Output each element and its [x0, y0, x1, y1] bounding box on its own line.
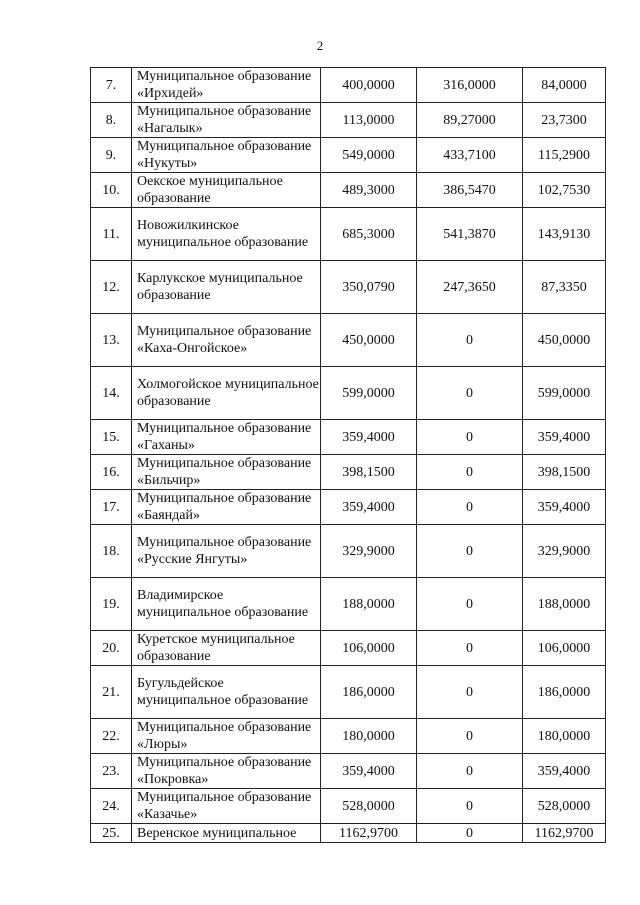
total-value: 350,0790	[321, 261, 417, 314]
municipality-name: Новожилкинское муниципальное образование	[132, 208, 321, 261]
total-value: 599,0000	[321, 367, 417, 420]
second-value: 0	[417, 525, 523, 578]
total-value: 685,3000	[321, 208, 417, 261]
third-value: 23,7300	[523, 103, 606, 138]
table-row	[91, 754, 606, 789]
row-number: 16.	[91, 455, 132, 490]
total-value: 188,0000	[321, 578, 417, 631]
total-value: 113,0000	[321, 103, 417, 138]
third-value: 87,3350	[523, 261, 606, 314]
total-value: 400,0000	[321, 68, 417, 103]
second-value: 0	[417, 666, 523, 719]
table-row	[91, 455, 606, 490]
total-value: 186,0000	[321, 666, 417, 719]
row-number: 21.	[91, 666, 132, 719]
third-value: 180,0000	[523, 719, 606, 754]
second-value: 0	[417, 490, 523, 525]
second-value: 0	[417, 578, 523, 631]
row-number: 17.	[91, 490, 132, 525]
total-value: 549,0000	[321, 138, 417, 173]
total-value: 329,9000	[321, 525, 417, 578]
second-value: 316,0000	[417, 68, 523, 103]
third-value: 84,0000	[523, 68, 606, 103]
table-row	[91, 138, 606, 173]
table-row	[91, 789, 606, 824]
table-row	[91, 314, 606, 367]
third-value: 359,4000	[523, 420, 606, 455]
row-number: 25.	[91, 824, 132, 843]
third-value: 329,9000	[523, 525, 606, 578]
second-value: 0	[417, 789, 523, 824]
second-value: 0	[417, 367, 523, 420]
municipality-name: Муниципальное образование «Каха-Онгойское»	[132, 314, 321, 367]
municipality-name: Муниципальное образование «Ирхидей»	[132, 68, 321, 103]
row-number: 8.	[91, 103, 132, 138]
row-number: 20.	[91, 631, 132, 666]
third-value: 359,4000	[523, 490, 606, 525]
row-number: 15.	[91, 420, 132, 455]
table-row	[91, 173, 606, 208]
third-value: 450,0000	[523, 314, 606, 367]
municipality-name: Карлукское муниципальное образование	[132, 261, 321, 314]
third-value: 102,7530	[523, 173, 606, 208]
table-row	[91, 208, 606, 261]
table-row	[91, 578, 606, 631]
second-value: 0	[417, 754, 523, 789]
second-value: 0	[417, 314, 523, 367]
table-row	[91, 103, 606, 138]
row-number: 12.	[91, 261, 132, 314]
municipality-name: Муниципальное образование «Гаханы»	[132, 420, 321, 455]
municipality-name: Муниципальное образование «Баяндай»	[132, 490, 321, 525]
table-row	[91, 631, 606, 666]
row-number: 22.	[91, 719, 132, 754]
third-value: 106,0000	[523, 631, 606, 666]
third-value: 528,0000	[523, 789, 606, 824]
second-value: 0	[417, 824, 523, 843]
total-value: 359,4000	[321, 754, 417, 789]
row-number: 24.	[91, 789, 132, 824]
table-row	[91, 490, 606, 525]
row-number: 9.	[91, 138, 132, 173]
second-value: 0	[417, 455, 523, 490]
second-value: 247,3650	[417, 261, 523, 314]
second-value: 0	[417, 420, 523, 455]
row-number: 23.	[91, 754, 132, 789]
municipality-name: Куретское муниципальное образование	[132, 631, 321, 666]
table-row	[91, 68, 606, 103]
total-value: 180,0000	[321, 719, 417, 754]
municipality-name: Муниципальное образование «Покровка»	[132, 754, 321, 789]
table-row	[91, 666, 606, 719]
row-number: 19.	[91, 578, 132, 631]
second-value: 386,5470	[417, 173, 523, 208]
total-value: 1162,9700	[321, 824, 417, 843]
table-row	[91, 824, 606, 843]
municipality-name: Оекское муниципальное образование	[132, 173, 321, 208]
third-value: 186,0000	[523, 666, 606, 719]
municipality-name: Бугульдейское муниципальное образование	[132, 666, 321, 719]
third-value: 188,0000	[523, 578, 606, 631]
third-value: 1162,9700	[523, 824, 606, 843]
row-number: 7.	[91, 68, 132, 103]
municipality-name: Владимирское муниципальное образование	[132, 578, 321, 631]
row-number: 18.	[91, 525, 132, 578]
municipality-name: Муниципальное образование «Нукуты»	[132, 138, 321, 173]
second-value: 0	[417, 719, 523, 754]
municipality-name: Веренское муниципальное	[132, 824, 321, 843]
third-value: 398,1500	[523, 455, 606, 490]
municipality-name: Муниципальное образование «Бильчир»	[132, 455, 321, 490]
second-value: 89,27000	[417, 103, 523, 138]
municipality-name: Муниципальное образование «Русские Янгуты»	[132, 525, 321, 578]
municipality-name: Муниципальное образование «Люры»	[132, 719, 321, 754]
row-number: 13.	[91, 314, 132, 367]
third-value: 359,4000	[523, 754, 606, 789]
second-value: 433,7100	[417, 138, 523, 173]
total-value: 359,4000	[321, 420, 417, 455]
second-value: 541,3870	[417, 208, 523, 261]
total-value: 359,4000	[321, 490, 417, 525]
total-value: 398,1500	[321, 455, 417, 490]
table-row	[91, 719, 606, 754]
row-number: 14.	[91, 367, 132, 420]
municipality-name: Холмогойское муниципальное образование	[132, 367, 321, 420]
table-row	[91, 261, 606, 314]
page-number: 2	[316, 38, 324, 53]
third-value: 115,2900	[523, 138, 606, 173]
total-value: 528,0000	[321, 789, 417, 824]
table-row	[91, 420, 606, 455]
total-value: 489,3000	[321, 173, 417, 208]
third-value: 143,9130	[523, 208, 606, 261]
row-number: 10.	[91, 173, 132, 208]
funding-table	[90, 67, 606, 843]
third-value: 599,0000	[523, 367, 606, 420]
row-number: 11.	[91, 208, 132, 261]
total-value: 106,0000	[321, 631, 417, 666]
table-row	[91, 367, 606, 420]
table-row	[91, 525, 606, 578]
second-value: 0	[417, 631, 523, 666]
municipality-name: Муниципальное образование «Нагалык»	[132, 103, 321, 138]
total-value: 450,0000	[321, 314, 417, 367]
municipality-name: Муниципальное образование «Казачье»	[132, 789, 321, 824]
